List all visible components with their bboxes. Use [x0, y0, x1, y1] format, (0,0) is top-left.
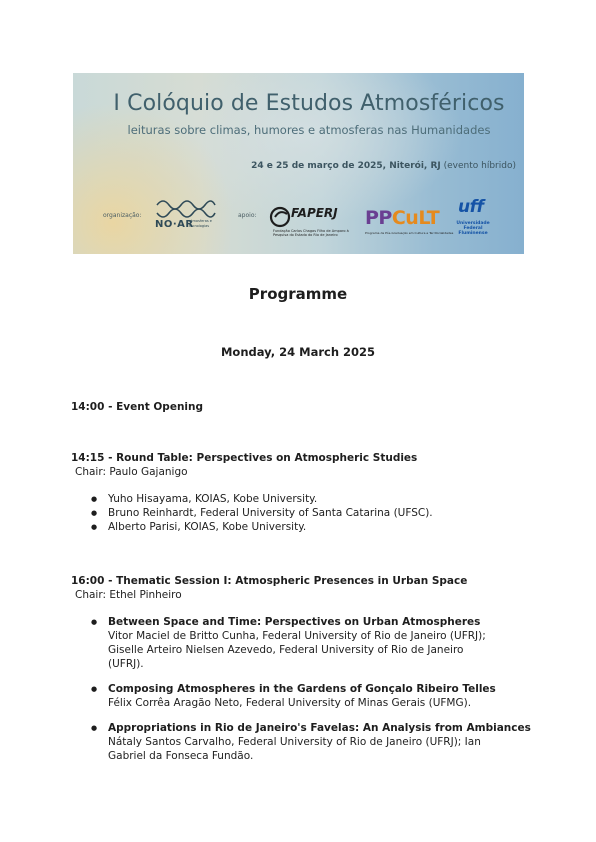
ppcult-logo-cult: CuLT	[391, 207, 440, 229]
bullet-icon: ●	[91, 618, 98, 626]
page-title: Programme	[248, 285, 348, 303]
speaker-item: ● Alberto Parisi, KOIAS, Kobe University.	[91, 520, 433, 534]
bullet-icon: ●	[91, 685, 98, 693]
session-paper	[91, 721, 531, 763]
banner-date	[251, 161, 516, 171]
faperj-logo-text: FAPERJ	[291, 206, 338, 220]
ppcult-logo	[365, 207, 439, 229]
paper-author-line: Nátaly Santos Carvalho, Federal University of Rio de Janeiro (UFRJ); Ian	[108, 736, 481, 748]
bullet-icon: ●	[91, 724, 98, 732]
paper-author-line: Gabriel da Fonseca Fundão.	[108, 750, 254, 762]
uff-logo-text: uff	[458, 197, 484, 217]
banner-title: I Colóquio de Estudos Atmosféricos	[113, 91, 505, 116]
round-table-speakers	[91, 492, 433, 534]
noar-wave-icon	[153, 195, 217, 237]
support-label: apoio:	[238, 212, 257, 219]
session-title: 16:00 - Thematic Session I: Atmospheric Presences in Urban Space	[71, 575, 468, 587]
paper-title: Appropriations in Rio de Janeiro's Favelas: An Analysis from Ambiances	[108, 722, 531, 734]
noar-logo-text: NO·AR	[155, 219, 194, 230]
paper-author-line: Giselle Arteiro Nielsen Azevedo, Federal University of Rio de Janeiro	[108, 644, 464, 656]
event-opening: 14:00 - Event Opening	[71, 401, 204, 413]
uff-logo-subtext: Universidade Federal Fluminense	[456, 221, 490, 237]
paper-title: Composing Atmospheres in the Gardens of Gonçalo Ribeiro Telles	[108, 683, 496, 695]
paper-title: Between Space and Time: Perspectives on Urban Atmospheres	[108, 616, 481, 628]
paper-author-line: (UFRJ).	[108, 658, 144, 670]
organization-label: organização:	[103, 212, 142, 219]
session-paper	[91, 615, 531, 671]
session-paper	[91, 682, 531, 710]
faperj-logo-subtext: Fundação Carlos Chagas Filho de Amparo à Pesquisa do Estado do Rio de Janeiro	[273, 229, 349, 238]
ppcult-logo-subtext: Programa de Pós-Graduação em Cultura e Territorialidades	[365, 231, 454, 235]
speaker-item: ● Bruno Reinhardt, Federal University of Santa Catarina (UFSC).	[91, 506, 433, 520]
round-table-chair: Chair: Paulo Gajanigo	[75, 466, 188, 478]
paper-author-line: Vitor Maciel de Britto Cunha, Federal University of Rio de Janeiro (UFRJ);	[108, 630, 486, 642]
noar-logo-subtext: atmosferas e tecnologias	[189, 219, 212, 228]
paper-author-line: Félix Corrêa Aragão Neto, Federal University of Minas Gerais (UFMG).	[108, 697, 472, 709]
session-chair: Chair: Ethel Pinheiro	[75, 589, 182, 601]
speaker-item: ● Yuho Hisayama, KOIAS, Kobe University.	[91, 492, 433, 506]
ppcult-logo-pp: PP	[365, 207, 392, 229]
event-banner	[73, 73, 524, 254]
banner-subtitle: leituras sobre climas, humores e atmosferas nas Humanidades	[127, 123, 491, 137]
round-table-title: 14:15 - Round Table: Perspectives on Atmospheric Studies	[71, 452, 418, 464]
day-heading: Monday, 24 March 2025	[220, 345, 376, 359]
banner-date-extra: (evento híbrido)	[440, 161, 516, 171]
banner-date-main: 24 e 25 de março de 2025, Niterói, RJ	[251, 161, 441, 171]
